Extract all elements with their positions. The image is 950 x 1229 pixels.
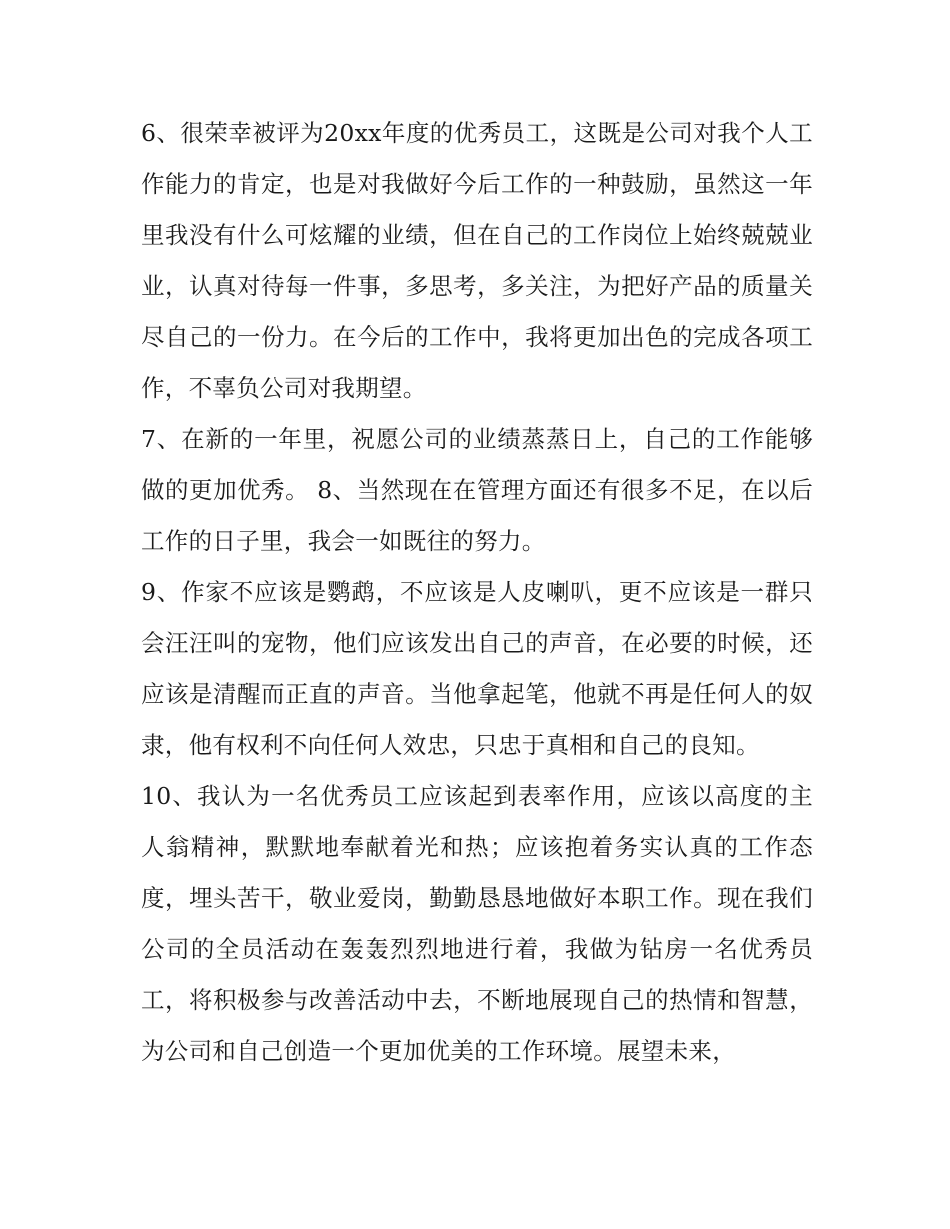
paragraph-10: 10、我认为一名优秀员工应该起到表率作用，应该以高度的主人翁精神，默默地奉献着光和热；应该抱着务实认真的工作态度，埋头苦干，敬业爱岗，勤勤恳恳地做好本职工作。现在我们公司的全员活动在轰轰烈烈地进行着，我做为钻房一名优秀员工，将积极参与改善活动中去，不断地展现自己的热情和智慧，为公司和自己创造一个更加优美的工作环境。展望未来， bbox=[141, 782, 813, 1065]
paragraph-6: 6、很荣幸被评为20xx年度的优秀员工，这既是公司对我个人工作能力的肯定，也是对我做好今后工作的一种鼓励，虽然这一年里我没有什么可炫耀的业绩，但在自己的工作岗位上始终兢兢业业，认真对待每一件事，多思考，多关注，为把好产品的质量关尽自己的一份力。在今后的工作中，我将更加出色的完成各项工作，不辜负公司对我期望。 bbox=[141, 119, 813, 402]
document-body bbox=[141, 108, 813, 1077]
paragraph-7-8: 7、在新的一年里，祝愿公司的业绩蒸蒸日上，自己的工作能够做的更加优秀。 8、当然现在在管理方面还有很多不足，在以后工作的日子里，我会一如既往的努力。 bbox=[141, 425, 813, 555]
paragraph-9: 9、作家不应该是鹦鹉，不应该是人皮喇叭，更不应该是一群只会汪汪叫的宠物，他们应该发出自己的声音，在必要的时候，还应该是清醒而正直的声音。当他拿起笔，他就不再是任何人的奴隶，他有权利不向任何人效忠，只忠于真相和自己的良知。 bbox=[141, 578, 813, 759]
